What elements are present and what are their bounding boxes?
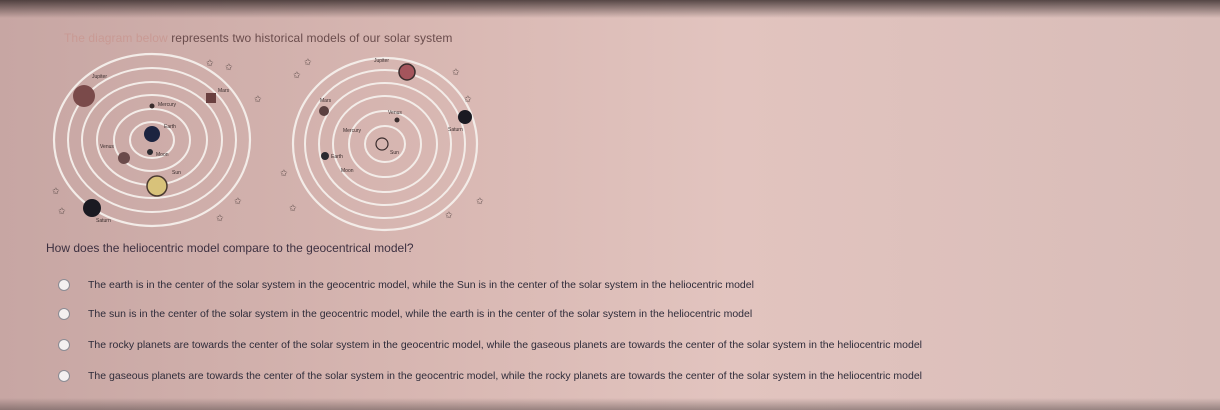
answer-option-3[interactable]	[58, 336, 922, 354]
helio-orbit-5	[349, 111, 421, 177]
answer-option-2[interactable]	[58, 305, 752, 323]
geocentric-model	[54, 54, 250, 226]
star-icon: ✩	[216, 214, 224, 224]
geo-venus	[118, 152, 130, 164]
option-label: The earth is in the center of the solar system in the geocentric model, while the Sun is in the center of the solar system in the heliocentric model	[88, 279, 754, 291]
geo-moon	[147, 149, 153, 155]
geo-earth	[144, 126, 160, 142]
geo-saturn-label: Saturn	[96, 218, 111, 224]
helio-jupiter-label: Jupiter	[374, 58, 390, 64]
geo-mercury-label: Mercury	[158, 102, 177, 108]
heliocentric-model	[293, 58, 477, 230]
radio-button[interactable]	[58, 279, 70, 291]
helio-earth	[321, 152, 329, 160]
intro-main: represents two historical models of our solar system	[171, 31, 453, 45]
geo-sun	[147, 176, 167, 196]
star-icon: ✩	[280, 169, 288, 179]
option-label: The rocky planets are towards the center of the solar system in the geocentric model, while the gaseous planets are towards the center of the solar system in the heliocentric model	[88, 339, 923, 351]
helio-orbit-6	[365, 126, 405, 162]
star-icon: ✩	[58, 207, 66, 217]
geo-planet-square	[206, 93, 216, 103]
geo-jupiter-label: Jupiter	[92, 74, 108, 80]
helio-sun	[376, 138, 388, 150]
star-icon: ✩	[206, 59, 214, 69]
radio-button[interactable]	[58, 339, 70, 351]
helio-saturn	[458, 110, 472, 124]
helio-orbit-2	[305, 70, 465, 218]
star-icon: ✩	[225, 63, 233, 73]
answer-option-4[interactable]	[58, 367, 922, 385]
diagram-svg	[40, 48, 490, 238]
question-text: How does the heliocentric model compare to the geocentrical model?	[46, 241, 414, 255]
intro-text	[64, 31, 453, 45]
geo-mars-label: Mars	[218, 88, 230, 94]
top-shadow	[0, 0, 1220, 18]
geo-mars	[73, 85, 95, 107]
radio-button[interactable]	[58, 308, 70, 320]
bottom-band	[0, 398, 1220, 410]
helio-venus-label: Venus	[388, 110, 402, 116]
star-icon: ✩	[234, 197, 242, 207]
star-icon: ✩	[452, 68, 460, 78]
helio-jupiter	[399, 64, 415, 80]
geo-venus-label: Venus	[100, 144, 114, 150]
helio-saturn-label: Saturn	[448, 127, 463, 133]
star-icon: ✩	[445, 211, 453, 221]
geo-mercury	[150, 104, 155, 109]
star-icon: ✩	[304, 58, 312, 68]
geo-moon-label: Moon	[156, 152, 169, 158]
helio-moon-label: Moon	[341, 168, 354, 174]
helio-earth-label: Earth	[331, 154, 343, 160]
option-label: The gaseous planets are towards the center of the solar system in the geocentric model, while the rocky planets are towards the center of the solar system in the heliocentric model	[88, 370, 923, 382]
helio-mars	[319, 106, 329, 116]
geo-saturn	[83, 199, 101, 217]
stars	[52, 58, 484, 224]
star-icon: ✩	[254, 95, 262, 105]
star-icon: ✩	[476, 197, 484, 207]
helio-mars-label: Mars	[320, 98, 332, 104]
radio-button[interactable]	[58, 370, 70, 382]
geo-earth-label: Earth	[164, 124, 176, 130]
star-icon: ✩	[289, 204, 297, 214]
star-icon: ✩	[293, 71, 301, 81]
geo-sun-label: Sun	[172, 170, 181, 176]
helio-sun-label: Sun	[390, 150, 399, 156]
star-icon: ✩	[52, 187, 60, 197]
helio-orbit-3	[319, 83, 451, 205]
star-icon: ✩	[464, 95, 472, 105]
answer-option-1[interactable]	[58, 276, 754, 294]
solar-system-diagram	[40, 48, 490, 238]
helio-venus	[395, 118, 400, 123]
option-label: The sun is in the center of the solar system in the geocentric model, while the earth is in the center of the solar system in the heliocentric model	[88, 308, 753, 320]
helio-mercury-label: Mercury	[343, 128, 362, 134]
intro-faded: The diagram below	[64, 31, 168, 45]
